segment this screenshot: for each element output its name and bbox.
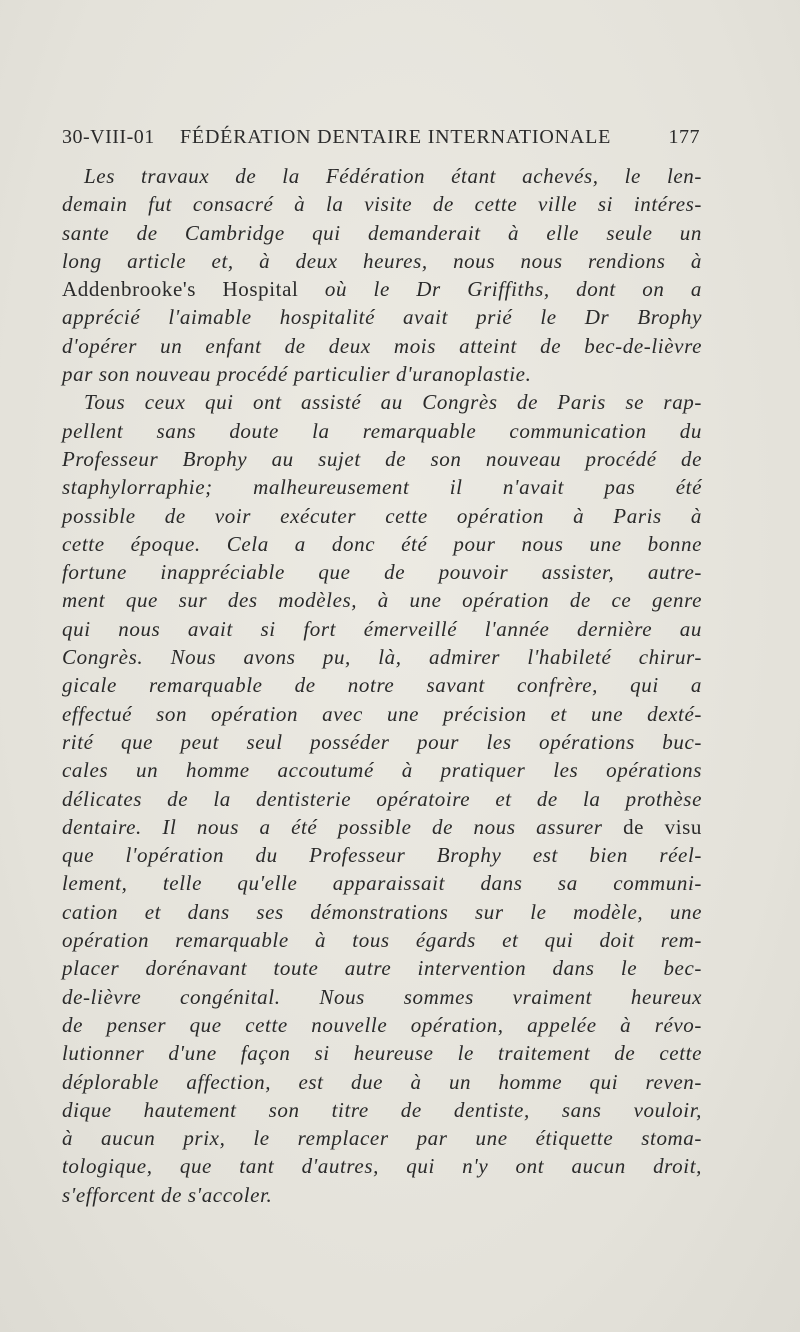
roman-text: de visu (623, 814, 702, 839)
text-line: apprécié l'aimable hospitalité avait prié le Dr Brophy (62, 305, 702, 330)
text-line: pellent sans doute la remarquable communication du (62, 418, 702, 443)
text-line: qui nous avait si fort émerveillé l'année dernière au (62, 616, 702, 641)
text-line: Tous ceux qui ont assisté au Congrès de Paris se rap- (84, 390, 702, 415)
text-line: placer dorénavant toute autre intervention dans le bec- (62, 956, 702, 981)
text-line (62, 813, 702, 841)
text-line: lutionner d'une façon si heureuse le traitement de cette (62, 1041, 702, 1066)
text-line: sante de Cambridge qui demanderait à elle seule un (62, 220, 702, 245)
text-line (62, 275, 702, 303)
text-line: de-lièvre congénital. Nous sommes vraiment heureux (62, 984, 702, 1009)
text-line: ment que sur des modèles, à une opération de ce genre (62, 588, 702, 613)
text-line: d'opérer un enfant de deux mois atteint de bec-de-lièvre (62, 333, 702, 358)
text-line: cales un homme accoutumé à pratiquer les opérations (62, 758, 702, 783)
text-line: tologique, que tant d'autres, qui n'y ont aucun droit, (62, 1154, 702, 1179)
text-line: cette époque. Cela a donc été pour nous une bonne (62, 531, 702, 556)
text-line: que l'opération du Professeur Brophy est bien réel- (62, 843, 702, 868)
text-line: staphylorraphie; malheureusement il n'avait pas été (62, 475, 702, 500)
text-line: déplorable affection, est due à un homme qui reven- (62, 1069, 702, 1094)
text-line: à aucun prix, le remplacer par une étiquette stoma- (62, 1126, 702, 1151)
text-line: possible de voir exécuter cette opération à Paris à (62, 503, 702, 528)
roman-text: Addenbrooke's Hospital (62, 277, 299, 302)
paragraph-1 (62, 162, 702, 388)
text-line: dique hautement son titre de dentiste, sans vouloir, (62, 1097, 702, 1122)
page-number: 177 (668, 126, 700, 148)
text-line: s'efforcent de s'accoler. (62, 1182, 273, 1207)
text-line: lement, telle qu'elle apparaissait dans sa communi- (62, 871, 702, 896)
italic-text: dentaire. Il nous a été possible de nous assurer (62, 814, 603, 839)
paragraph-2 (62, 388, 702, 1209)
text-line: gicale remarquable de notre savant confrère, qui a (62, 673, 702, 698)
running-title: FÉDÉRATION DENTAIRE INTERNATIONALE (180, 126, 612, 148)
running-header (62, 126, 702, 156)
text-line: cation et dans ses démonstrations sur le modèle, une (62, 899, 702, 924)
italic-text: où le Dr Griffiths, dont on a (324, 277, 702, 302)
body-text (62, 162, 702, 1209)
text-line: demain fut consacré à la visite de cette ville si intéres- (62, 192, 702, 217)
text-line: Congrès. Nous avons pu, là, admirer l'habileté chirur- (62, 645, 702, 670)
text-line: de penser que cette nouvelle opération, appelée à révo- (62, 1012, 702, 1037)
text-line: délicates de la dentisterie opératoire et de la prothèse (62, 786, 702, 811)
text-line: opération remarquable à tous égards et qui doit rem- (62, 928, 702, 953)
text-line: rité que peut seul posséder pour les opérations buc- (62, 729, 702, 754)
text-line: long article et, à deux heures, nous nous rendions à (62, 248, 702, 273)
text-line: Professeur Brophy au sujet de son nouveau procédé de (62, 446, 702, 471)
text-line: effectué son opération avec une précision et une dexté- (62, 701, 702, 726)
header-date: 30-VIII-01 (62, 126, 155, 148)
text-line: fortune inappréciable que de pouvoir assister, autre- (62, 560, 702, 585)
text-line: Les travaux de la Fédération étant achevés, le len- (84, 164, 702, 188)
text-line: par son nouveau procédé particulier d'uranoplastie. (62, 362, 532, 387)
